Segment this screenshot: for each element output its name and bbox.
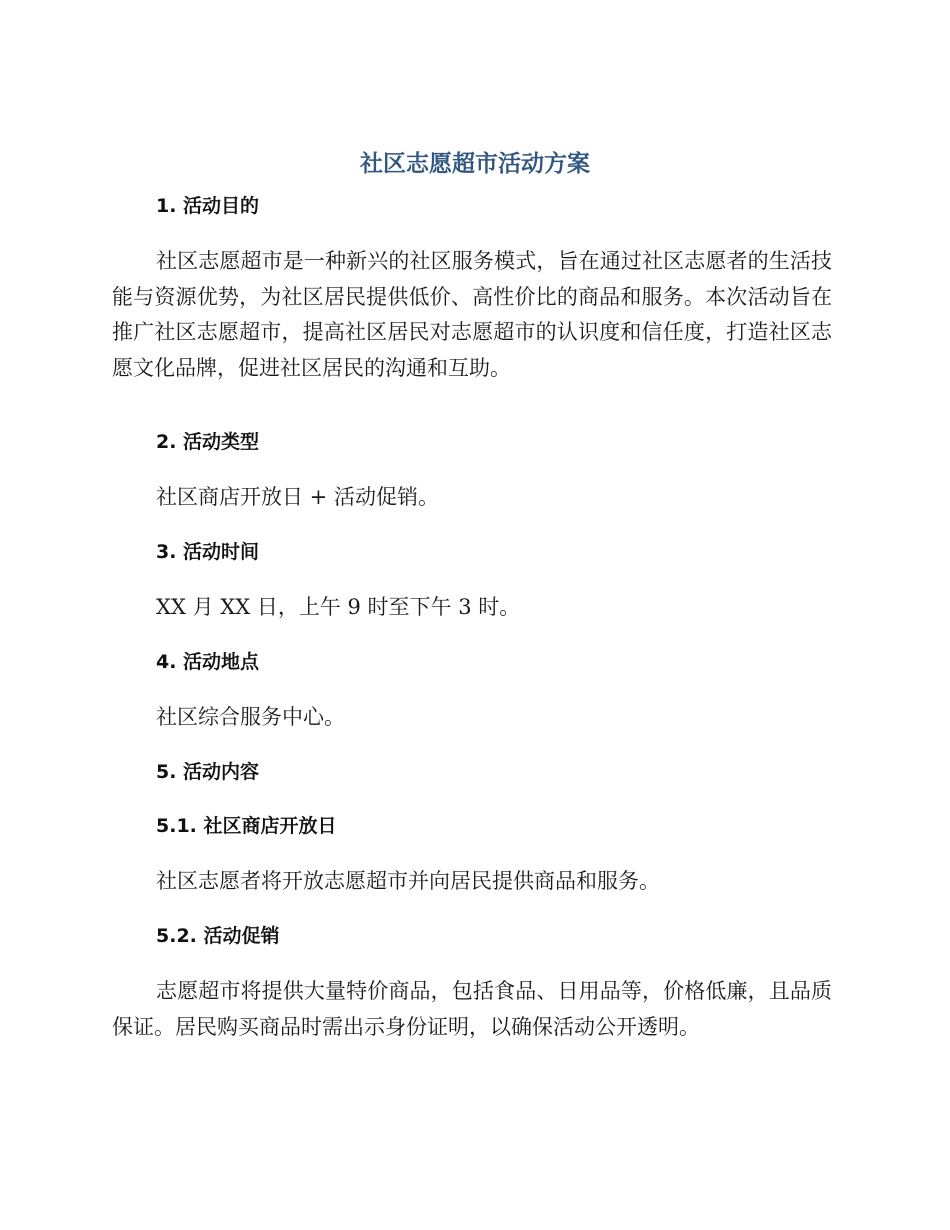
subsection-heading-promotion: 5.2. 活动促销: [156, 925, 280, 947]
section-heading-time: 3. 活动时间: [156, 541, 260, 563]
section-heading-type: 2. 活动类型: [156, 431, 260, 453]
section-heading-purpose: 1. 活动目的: [156, 195, 260, 217]
subsection-heading-open-day: 5.1. 社区商店开放日: [156, 815, 337, 837]
section-body-purpose: 社区志愿超市是一种新兴的社区服务模式，旨在通过社区志愿者的生活技能与资源优势，为社区居民提供低价、高性价比的商品和服务。本次活动旨在推广社区志愿超市，提高社区居民对志愿超市的认识度和信任度，打造社区志愿文化品牌，促进社区居民的沟通和互助。: [112, 249, 832, 380]
subsection-body-promotion: 志愿超市将提供大量特价商品，包括食品、日用品等，价格低廉，且品质保证。居民购买商品时需出示身份证明，以确保活动公开透明。: [112, 979, 832, 1039]
section-heading-location: 4. 活动地点: [156, 651, 260, 673]
section-body-type: 社区商店开放日 + 活动促销。: [156, 485, 439, 509]
document-title: 社区志愿超市活动方案: [360, 151, 590, 177]
section-body-time: XX 月 XX 日，上午 9 时至下午 3 时。: [156, 595, 521, 619]
section-body-location: 社区综合服务中心。: [156, 705, 345, 729]
section-heading-content: 5. 活动内容: [156, 761, 260, 783]
subsection-body-open-day: 社区志愿者将开放志愿超市并向居民提供商品和服务。: [156, 869, 660, 893]
